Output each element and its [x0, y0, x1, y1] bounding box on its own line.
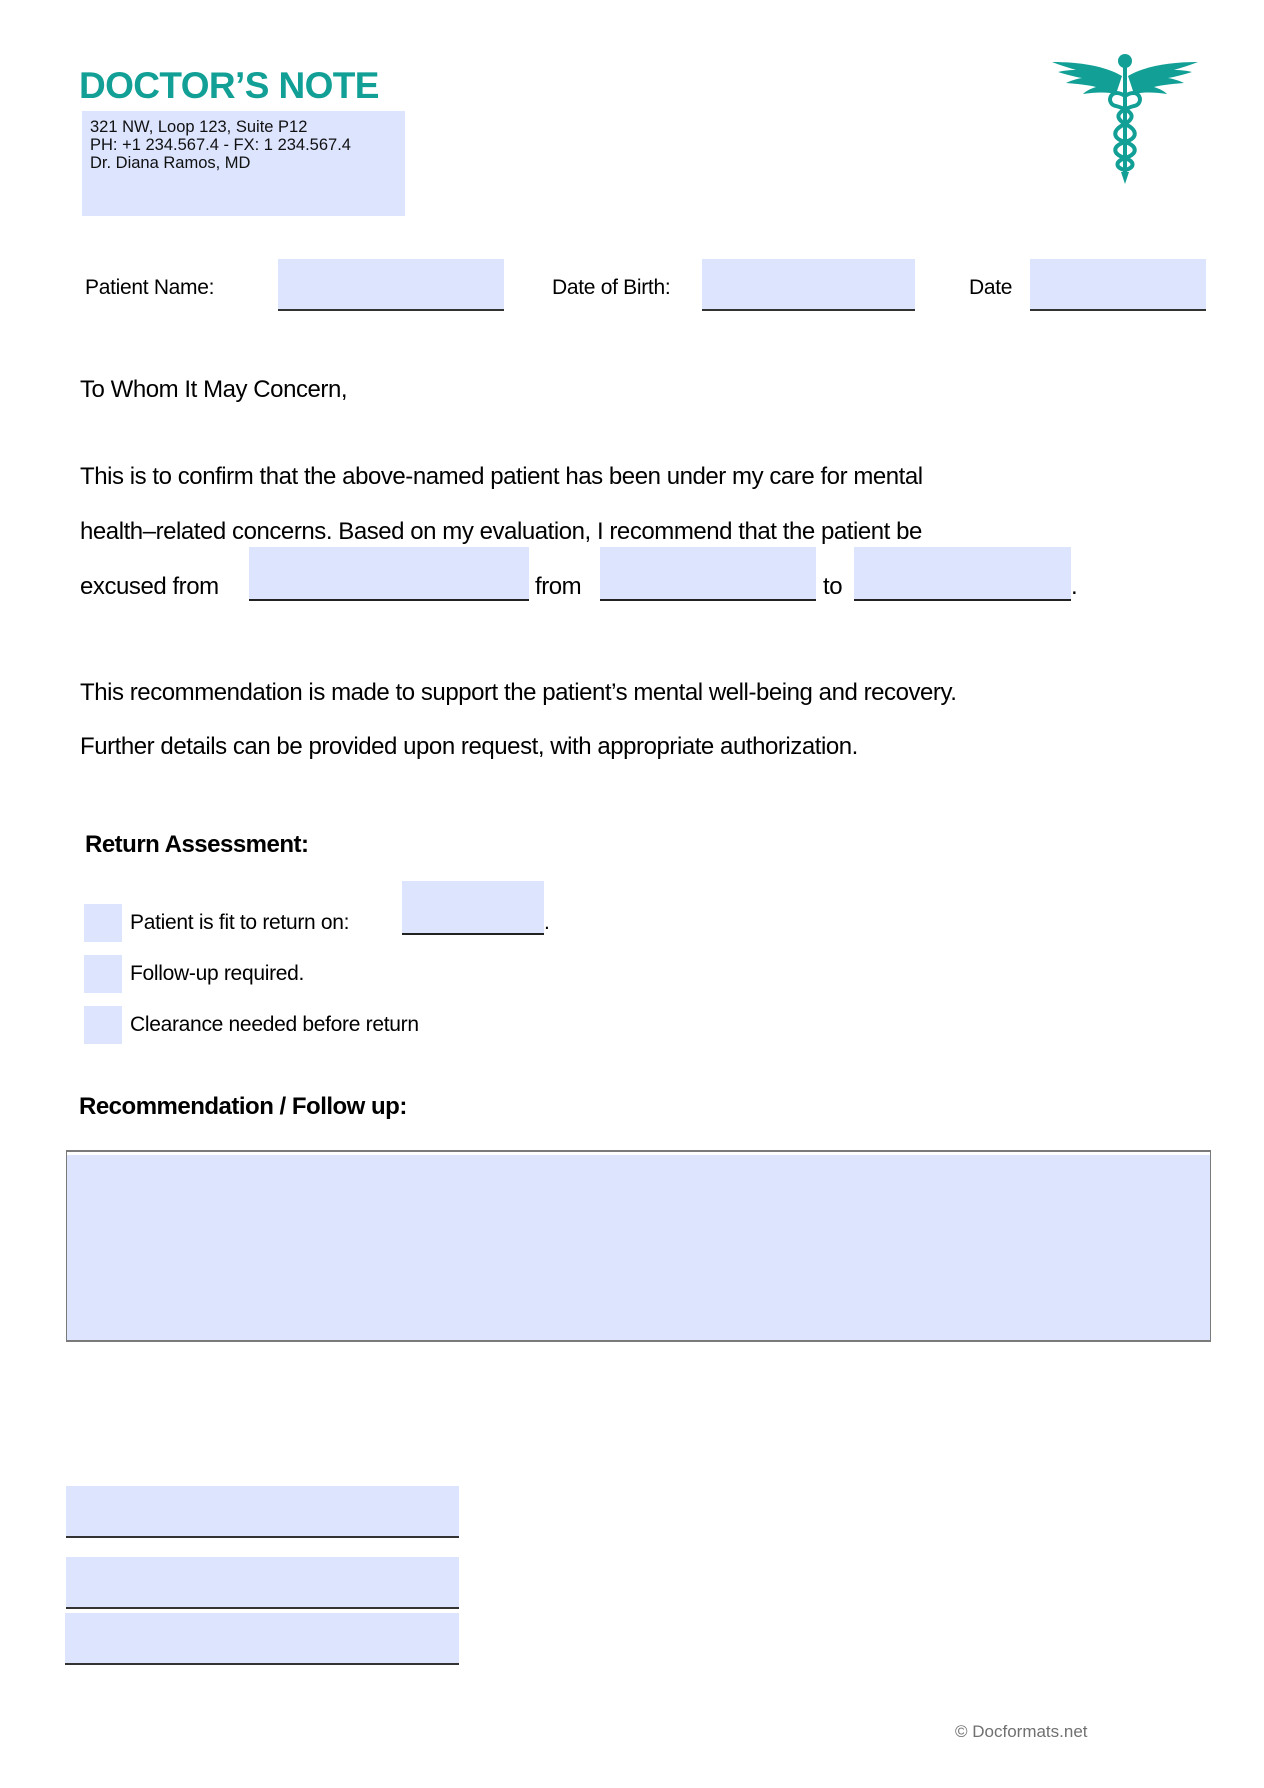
salutation: To Whom It May Concern,: [80, 376, 348, 403]
date-input[interactable]: [1030, 259, 1206, 311]
caduceus-icon: [1050, 54, 1200, 186]
excused-from-text: excused from: [80, 573, 219, 600]
address-line: 321 NW, Loop 123, Suite P12: [90, 118, 308, 136]
to-text: to: [823, 573, 843, 600]
copyright-footer: © Docformats.net: [955, 1722, 1088, 1741]
recommendation-heading: Recommendation / Follow up:: [79, 1093, 407, 1120]
patient-name-label: Patient Name:: [85, 276, 215, 299]
dob-input[interactable]: [702, 259, 915, 311]
date-label: Date: [969, 276, 1013, 299]
return-date-input[interactable]: [402, 881, 544, 935]
address-field[interactable]: [82, 111, 405, 216]
paragraph-1-line-1: This is to confirm that the above-named patient has been under my care for mental: [80, 463, 923, 490]
clearance-needed-checkbox[interactable]: [84, 1006, 122, 1044]
recommendation-textarea[interactable]: [66, 1150, 1211, 1342]
signature-field-3[interactable]: [65, 1613, 459, 1665]
from-text: from: [535, 573, 582, 600]
to-date-input[interactable]: [854, 547, 1071, 601]
fit-to-return-checkbox[interactable]: [84, 904, 122, 942]
sentence-period: .: [1071, 573, 1078, 600]
clearance-needed-label: Clearance needed before return: [130, 1013, 419, 1036]
fit-to-return-label: Patient is fit to return on:: [130, 911, 350, 934]
doctor-name-line: Dr. Diana Ramos, MD: [90, 154, 251, 172]
from-date-input[interactable]: [600, 547, 816, 601]
patient-name-input[interactable]: [278, 259, 504, 311]
follow-up-required-checkbox[interactable]: [84, 955, 122, 993]
paragraph-1-line-2: health–related concerns. Based on my evaluation, I recommend that the patient be: [80, 518, 922, 545]
dob-label: Date of Birth:: [552, 276, 671, 299]
document-title: DOCTOR’S NOTE: [79, 65, 379, 106]
paragraph-2-line-2: Further details can be provided upon request, with appropriate authorization.: [80, 733, 858, 760]
signature-field-2[interactable]: [66, 1557, 459, 1609]
phone-fax-line: PH: +1 234.567.4 - FX: 1 234.567.4: [90, 136, 351, 154]
excused-from-input[interactable]: [249, 547, 529, 601]
follow-up-required-label: Follow-up required.: [130, 962, 305, 985]
return-date-period: .: [544, 911, 550, 934]
signature-field-1[interactable]: [66, 1486, 459, 1538]
return-assessment-heading: Return Assessment:: [85, 831, 309, 858]
paragraph-2-line-1: This recommendation is made to support the patient’s mental well-being and recovery.: [80, 679, 957, 706]
